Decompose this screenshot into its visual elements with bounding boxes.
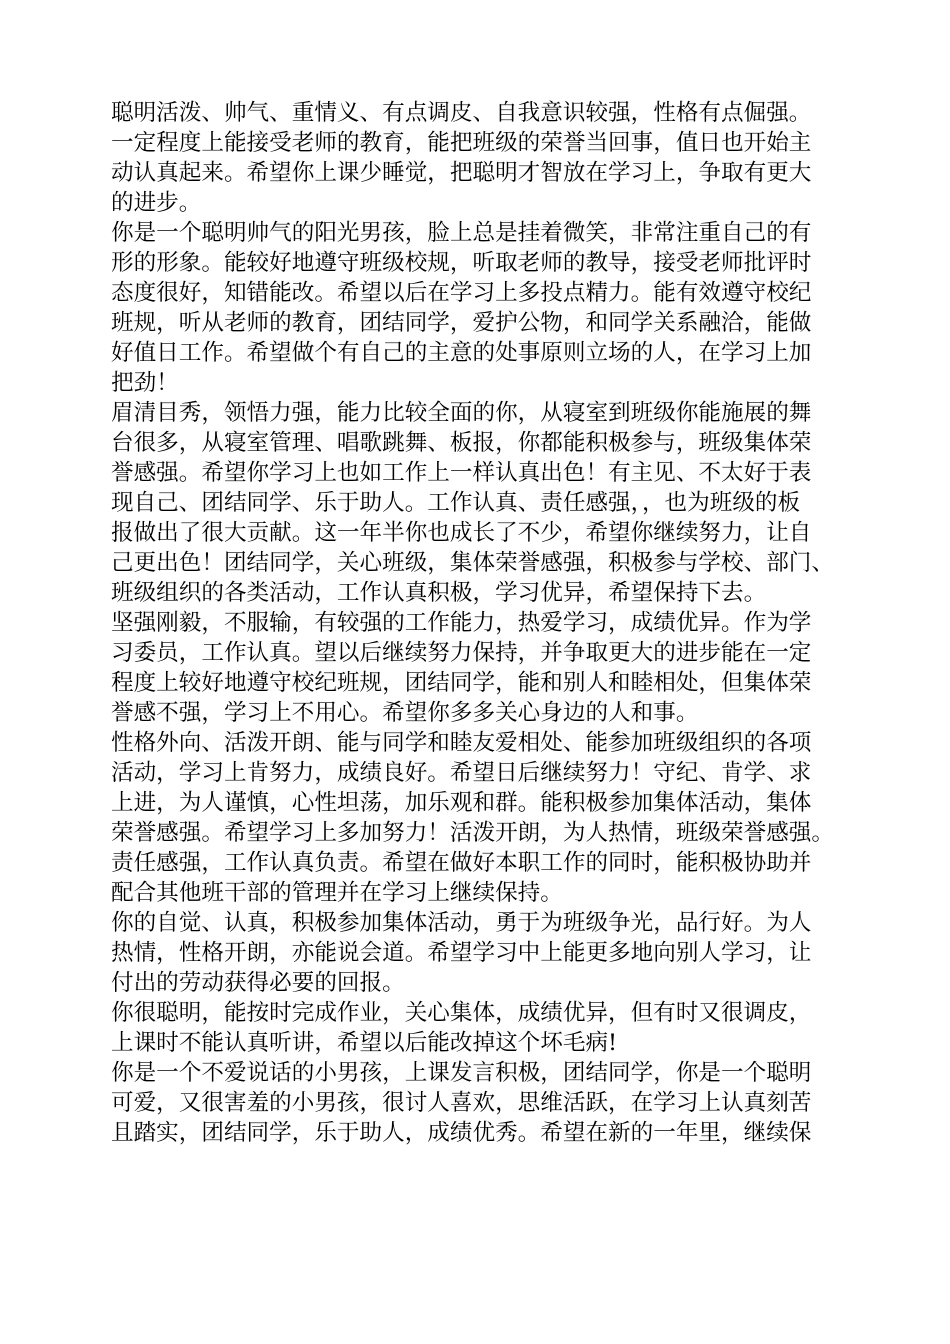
text-line: 你的自觉、认真，积极参加集体活动，勇于为班级争光，品行好。为人 — [111, 910, 812, 936]
text-line: 坚强刚毅，不服输，有较强的工作能力，热爱学习，成绩优异。作为学 — [111, 610, 812, 636]
text-line: 可爱，又很害羞的小男孩，很讨人喜欢，思维活跃，在学习上认真刻苦 — [111, 1090, 812, 1116]
text-line: 班规，听从老师的教育，团结同学，爱护公物，和同学关系融洽，能做 — [111, 310, 812, 336]
text-line: 你很聪明，能按时完成作业，关心集体，成绩优异，但有时又很调皮， — [111, 1000, 812, 1026]
text-line: 形的形象。能较好地遵守班级校规，听取老师的教导，接受老师批评时 — [111, 250, 812, 276]
text-line: 的进步。 — [111, 190, 202, 216]
text-line: 你是一个聪明帅气的阳光男孩，脸上总是挂着微笑，非常注重自己的有 — [111, 220, 812, 246]
text-line: 配合其他班干部的管理并在学习上继续保持。 — [111, 880, 563, 906]
text-line: 己更出色！团结同学，关心班级，集体荣誉感强，积极参与学校、部门、 — [111, 550, 834, 576]
text-line: 好值日工作。希望做个有自己的主意的处事原则立场的人，在学习上加 — [111, 340, 812, 366]
text-line: 班级组织的各类活动，工作认真积极，学习优异，希望保持下去。 — [111, 580, 767, 606]
text-line: 责任感强，工作认真负责。希望在做好本职工作的同时，能积极协助并 — [111, 850, 812, 876]
text-line: 性格外向、活泼开朗、能与同学和睦友爱相处、能参加班级组织的各项 — [111, 730, 812, 756]
text-line: 报做出了很大贡献。这一年半你也成长了不少，希望你继续努力，让自 — [111, 520, 812, 546]
text-line: 动认真起来。希望你上课少睡觉，把聪明才智放在学习上，争取有更大 — [111, 160, 812, 186]
text-line: 上进，为人谨慎，心性坦荡，加乐观和群。能积极参加集体活动，集体 — [111, 790, 812, 816]
text-line: 上课时不能认真听讲，希望以后能改掉这个坏毛病! — [111, 1030, 618, 1056]
text-line: 付出的劳动获得必要的回报。 — [111, 970, 405, 996]
text-line: 你是一个不爱说话的小男孩，上课发言积极，团结同学，你是一个聪明 — [111, 1060, 812, 1086]
document-page — [111, 98, 851, 1148]
text-line: 程度上较好地遵守校纪班规，团结同学，能和别人和睦相处，但集体荣 — [111, 670, 812, 696]
text-line: 把劲！ — [111, 370, 179, 396]
text-line: 台很多，从寝室管理、唱歌跳舞、板报，你都能积极参与，班级集体荣 — [111, 430, 812, 456]
text-line: 一定程度上能接受老师的教育，能把班级的荣誉当回事，值日也开始主 — [111, 130, 812, 156]
text-line: 聪明活泼、帅气、重情义、有点调皮、自我意识较强，性格有点倔强。 — [111, 100, 812, 126]
text-line: 且踏实，团结同学，乐于助人，成绩优秀。希望在新的一年里，继续保 — [111, 1120, 812, 1146]
text-line: 热情，性格开朗，亦能说会道。希望学习中上能更多地向别人学习，让 — [111, 940, 812, 966]
text-line: 活动，学习上肯努力，成绩良好。希望日后继续努力！守纪、肯学、求 — [111, 760, 812, 786]
text-line: 习委员，工作认真。望以后继续努力保持，并争取更大的进步能在一定 — [111, 640, 812, 666]
text-line: 誉感强。希望你学习上也如工作上一样认真出色！有主见、不太好于表 — [111, 460, 812, 486]
text-line: 荣誉感强。希望学习上多加努力！活泼开朗，为人热情，班级荣誉感强。 — [111, 820, 834, 846]
text-line: 眉清目秀，领悟力强，能力比较全面的你，从寝室到班级你能施展的舞 — [111, 400, 812, 426]
text-line: 现自己、团结同学、乐于助人。工作认真、责任感强，，也为班级的板 — [111, 490, 801, 516]
text-line: 誉感不强，学习上不用心。希望你多多关心身边的人和事。 — [111, 700, 699, 726]
text-line: 态度很好，知错能改。希望以后在学习上多投点精力。能有效遵守校纪 — [111, 280, 812, 306]
